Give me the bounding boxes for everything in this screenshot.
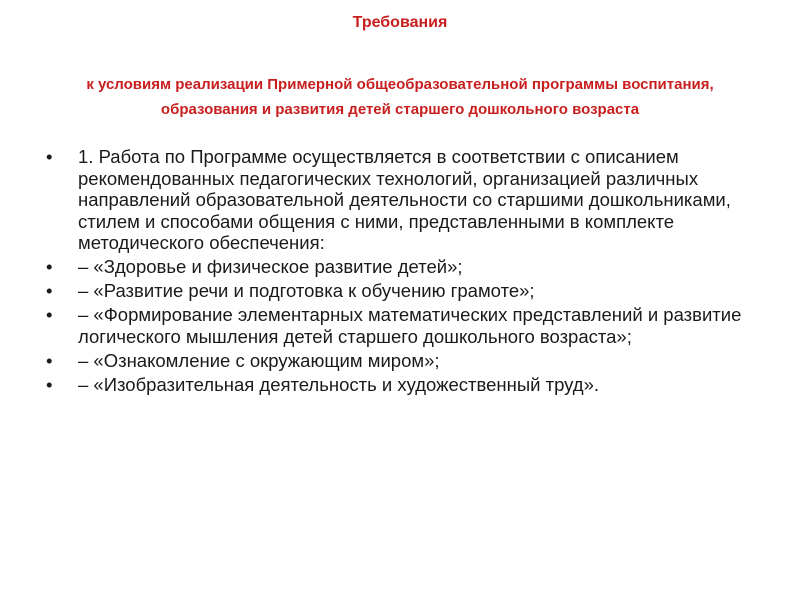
bullet-icon: •: [46, 256, 53, 277]
slide-subtitle: к условиям реализации Примерной общеобразовательной программы воспитания, образования и развития детей старшего дошкольного возраста: [86, 76, 714, 118]
list-item-text: – «Развитие речи и подготовка к обучению грамоте»;: [78, 280, 535, 301]
list-item: [46, 256, 746, 278]
list-item-text: – «Формирование элементарных математических представлений и развитие логического мышления детей старшего дошкольного возраста»;: [78, 304, 742, 347]
list-item: [46, 374, 746, 396]
list-item: [46, 350, 746, 372]
title-block: [40, 12, 760, 122]
list-item: [46, 280, 746, 302]
bullet-icon: •: [46, 304, 53, 325]
list-item: [46, 146, 746, 254]
bullet-icon: •: [46, 373, 53, 395]
list-item: [46, 304, 746, 347]
slide-title: Требования: [352, 14, 448, 31]
bullet-icon: •: [46, 280, 53, 301]
list-item-text: – «Изобразительная деятельность и художественный труд».: [78, 373, 600, 395]
bullet-icon: •: [46, 349, 53, 371]
bullet-icon: •: [46, 146, 53, 167]
list-item-text: 1. Работа по Программе осуществляется в соответствии с описанием рекомендованных педагогических технологий, организацией различных направлений образовательной деятельности со старшими дошкольниками, стилем и способами общения с ними, представленными в комплекте методического обеспечения:: [78, 146, 731, 253]
list-item-text: – «Ознакомление с окружающим миром»;: [78, 349, 440, 371]
requirements-list: [46, 146, 746, 398]
list-item-text: – «Здоровье и физическое развитие детей»;: [78, 256, 463, 277]
